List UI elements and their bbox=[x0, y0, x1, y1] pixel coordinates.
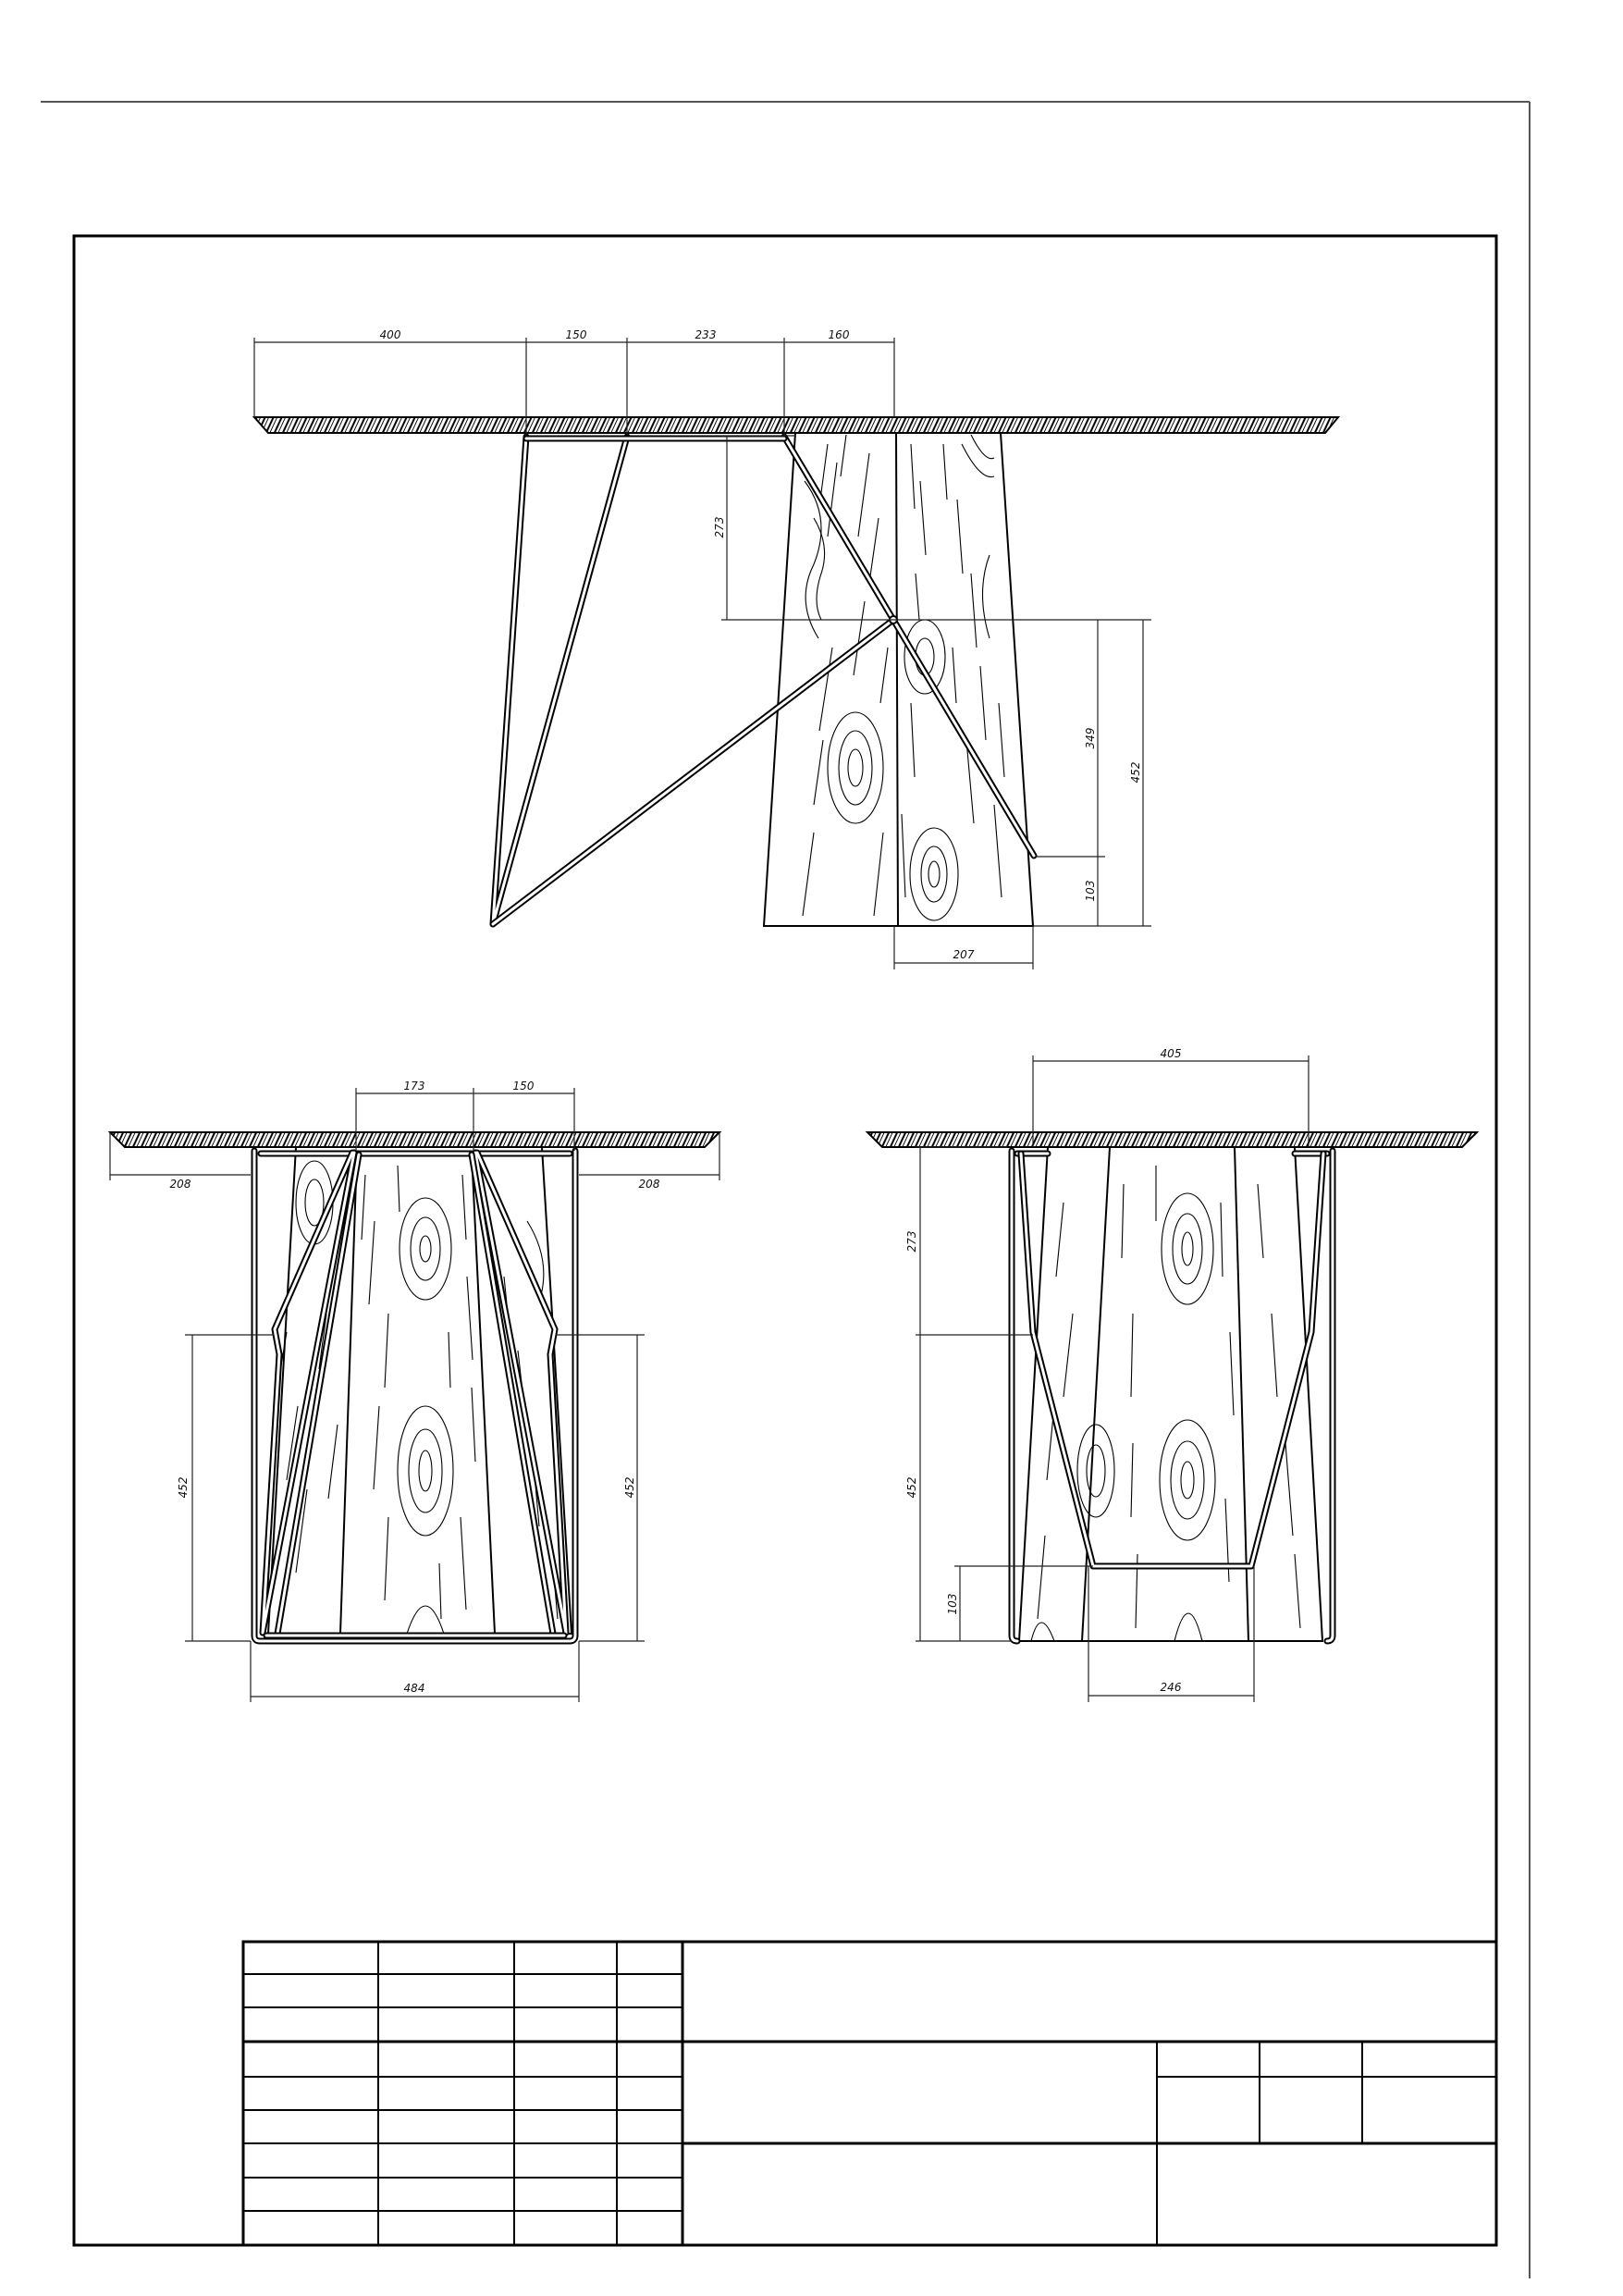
dim-452-side-right: 452 bbox=[905, 1476, 918, 1499]
dim-103-right: 103 bbox=[946, 1593, 959, 1615]
right-steel-frame bbox=[1012, 1151, 1333, 1641]
dim-452-right: 452 bbox=[623, 1476, 636, 1499]
front-view bbox=[254, 328, 1338, 969]
dim-273-right: 273 bbox=[905, 1230, 918, 1253]
front-steel-frame bbox=[493, 437, 1034, 924]
left-steel-frame bbox=[254, 1151, 575, 1641]
side-view-left bbox=[110, 1080, 719, 1702]
left-dimensions bbox=[110, 1080, 719, 1702]
front-trunk bbox=[764, 433, 1033, 926]
dim-208-left: 208 bbox=[169, 1178, 191, 1191]
right-tabletop bbox=[867, 1132, 1477, 1147]
dim-150-side: 150 bbox=[512, 1080, 535, 1092]
dim-349: 349 bbox=[1084, 727, 1097, 749]
dim-160: 160 bbox=[828, 328, 850, 341]
dim-173: 173 bbox=[403, 1080, 425, 1092]
left-trunk bbox=[268, 1147, 572, 1634]
front-tabletop bbox=[254, 417, 1338, 433]
dim-273: 273 bbox=[713, 516, 726, 538]
dim-233: 233 bbox=[695, 328, 717, 341]
dim-246: 246 bbox=[1160, 1681, 1182, 1694]
dim-452-left: 452 bbox=[177, 1476, 190, 1499]
dim-452: 452 bbox=[1129, 761, 1142, 784]
dim-400: 400 bbox=[379, 328, 401, 341]
dim-208-right: 208 bbox=[638, 1178, 660, 1191]
dim-484: 484 bbox=[403, 1682, 425, 1695]
dim-405: 405 bbox=[1160, 1047, 1182, 1060]
dim-150: 150 bbox=[565, 328, 587, 341]
dim-103: 103 bbox=[1084, 880, 1097, 902]
dim-207: 207 bbox=[953, 948, 975, 961]
side-view-right bbox=[867, 1047, 1477, 1702]
title-block bbox=[243, 1942, 1496, 2245]
left-tabletop bbox=[110, 1132, 719, 1147]
